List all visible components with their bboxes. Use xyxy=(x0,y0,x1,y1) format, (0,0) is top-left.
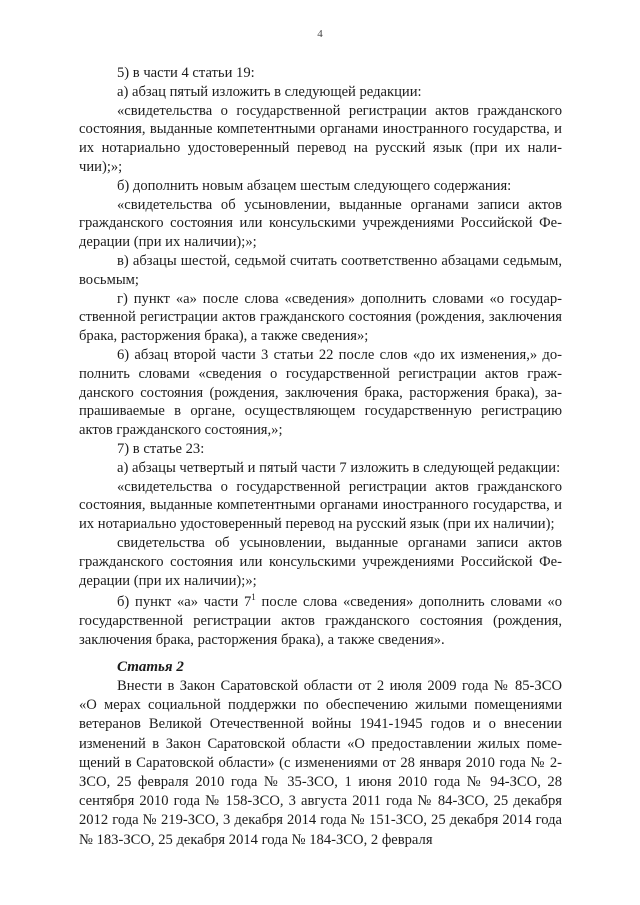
paragraph: свидетельства об усыновлении, выданные органами записи актов гражданского состояния или консульскими учреждениями Российской Федерации (при их наличии);»; xyxy=(79,534,562,589)
paragraph: в) абзацы шестой, седьмой считать соответственно абзацами седьмым, восьмым; xyxy=(79,252,562,288)
paragraph: б) дополнить новым абзацем шестым следующего содержания: xyxy=(117,177,512,194)
paragraph-last-start: б) пункт «а» части 7 xyxy=(117,594,252,611)
paragraph-last-end: после слова «сведения» дополнить словами «о государственной регистрации актов гражданского состояния (рождения, заключения брака, расторжения брака), а также сведения». xyxy=(79,594,563,648)
paragraph: 5) в части 4 статьи 19: xyxy=(117,65,255,81)
paragraph: «свидетельства об усыновлении, выданные органами записи актов гражданского состояния или консульскими учреждениями Российской Федерации (при их наличии);»; xyxy=(79,196,562,251)
paragraph: а) абзацы четвертый и пятый части 7 изложить в следующей редакции: xyxy=(117,459,561,476)
paragraph: 6) абзац второй части 3 статьи 22 после слов «до их изменения,» дополнить словами «сведения о государственной регистрации актов гражданского состояния (рождения, заключения брака, расторжения брака), запрашиваемые в органе, осуществляющем государственную регистрацию актов гражданского состояния,»; xyxy=(79,346,562,439)
paragraph: г) пункт «а» после слова «сведения» дополнить словами «о государственной регистрации актов гражданского состояния (рождения, заключения брака, расторжения брака), а также сведения»; xyxy=(79,290,562,345)
paragraph: Внести в Закон Саратовской области от 2 июля 2009 года № 85-ЗСО «О мерах социальной поддержки по обеспечению жилыми помещениями ветеранов Великой Отечественной войны 1941-1945 годов и о внесении изменений в Закон Саратовской области «О предоставлении жилых помещений в Саратовской области» (с изменениями от 28 января 2010 года № 2-ЗСО, 25 февраля 2010 года № 35-ЗСО, 1 июня 2010 года № 94-ЗСО, 28 сентября 2010 года № 158-ЗСО, 3 августа 2011 года № 84-ЗСО, 25 декабря 2012 года № 219-ЗСО, 3 декабря 2014 года № 151-ЗСО, 25 декабря 2014 года № 183-ЗСО, 25 декабря 2014 года № 184-ЗСО, 2 февраля xyxy=(79,678,562,848)
paragraph: 7) в статье 23: xyxy=(117,440,205,457)
superscript: 1 xyxy=(251,592,256,603)
paragraph: «свидетельства о государственной регистрации актов гражданского состояния, выданные компетентными органами иностранного государства, и их нотариально удостоверенный перевод на русский язык (при их наличии); xyxy=(79,478,562,533)
paragraph: а) абзац пятый изложить в следующей редакции: xyxy=(117,83,422,100)
page-number: 4 xyxy=(317,28,323,40)
paragraph: «свидетельства о государственной регистрации актов гражданского состояния, выданные компетентными органами иностранного государства, и их нотариально удостоверенный перевод на русский язык (при их наличии);»; xyxy=(79,102,562,175)
paragraph-last xyxy=(79,593,562,649)
article-heading: Статья 2 xyxy=(117,659,184,675)
article-text xyxy=(79,677,562,850)
amendment-text xyxy=(79,64,562,650)
